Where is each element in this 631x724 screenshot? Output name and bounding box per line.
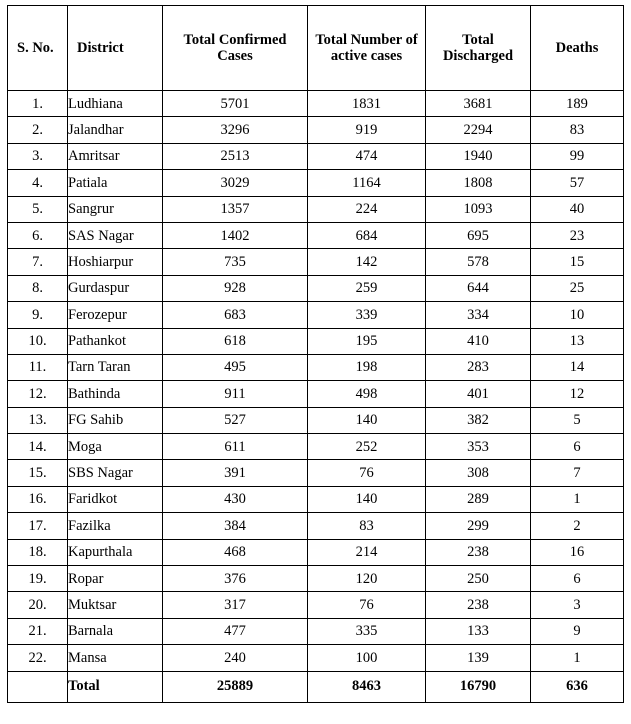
header-label-active-line1: Total Number of: [315, 31, 418, 48]
cell-active-cases: 498: [308, 381, 426, 407]
cell-deaths: 12: [531, 381, 624, 407]
cell-active-cases: 142: [308, 249, 426, 275]
cell-discharged: 1808: [426, 170, 531, 196]
cell-discharged: 644: [426, 275, 531, 301]
cell-deaths: 23: [531, 222, 624, 248]
cell-district: Amritsar: [68, 143, 163, 169]
cell-deaths: 57: [531, 170, 624, 196]
cell-district: Tarn Taran: [68, 354, 163, 380]
cell-total-confirmed: 3029: [163, 170, 308, 196]
cell-serial-number: 4.: [8, 170, 68, 196]
table-row: [8, 407, 624, 433]
cell-discharged: 334: [426, 302, 531, 328]
cell-active-cases: 83: [308, 513, 426, 539]
cell-discharged: 133: [426, 618, 531, 644]
cell-deaths: 13: [531, 328, 624, 354]
cell-discharged: 382: [426, 407, 531, 433]
cell-district: FG Sahib: [68, 407, 163, 433]
cell-district: Pathankot: [68, 328, 163, 354]
column-header-district: [68, 6, 163, 91]
cell-district: Fazilka: [68, 513, 163, 539]
cell-total-confirmed: 5701: [163, 91, 308, 117]
cell-discharged: 353: [426, 434, 531, 460]
cell-deaths: 9: [531, 618, 624, 644]
cell-district: SAS Nagar: [68, 222, 163, 248]
cell-district: Jalandhar: [68, 117, 163, 143]
covid-district-table: [7, 5, 624, 703]
cell-discharged: 289: [426, 486, 531, 512]
table-row: [8, 460, 624, 486]
cell-discharged: 238: [426, 592, 531, 618]
table-row: [8, 117, 624, 143]
cell-deaths: 2: [531, 513, 624, 539]
table-row: [8, 381, 624, 407]
cell-serial-number: 20.: [8, 592, 68, 618]
cell-district: SBS Nagar: [68, 460, 163, 486]
cell-district: Mansa: [68, 645, 163, 671]
column-header-serial-number: [8, 6, 68, 91]
cell-active-cases: 474: [308, 143, 426, 169]
cell-discharged: 3681: [426, 91, 531, 117]
cell-deaths: 14: [531, 354, 624, 380]
cell-total-confirmed: 683: [163, 302, 308, 328]
cell-active-cases: 252: [308, 434, 426, 460]
cell-total-confirmed: 2513: [163, 143, 308, 169]
table-row: [8, 302, 624, 328]
cell-serial-number: 18.: [8, 539, 68, 565]
cell-total-confirmed: 735: [163, 249, 308, 275]
cell-total-confirmed: 25889: [163, 671, 308, 702]
cell-total-deaths: 636: [531, 671, 624, 702]
cell-discharged: 238: [426, 539, 531, 565]
cell-total-confirmed: 1357: [163, 196, 308, 222]
cell-serial-number: 9.: [8, 302, 68, 328]
cell-discharged: 250: [426, 566, 531, 592]
cell-district: Faridkot: [68, 486, 163, 512]
cell-active-cases: 76: [308, 460, 426, 486]
cell-deaths: 40: [531, 196, 624, 222]
cell-total-confirmed: 430: [163, 486, 308, 512]
cell-total-confirmed: 240: [163, 645, 308, 671]
table-row: [8, 618, 624, 644]
table-header: [8, 6, 624, 91]
column-header-total-confirmed-cases: [163, 6, 308, 91]
cell-district: Patiala: [68, 170, 163, 196]
header-label-discharged-line2: Discharged: [442, 48, 514, 64]
cell-deaths: 1: [531, 645, 624, 671]
cell-deaths: 7: [531, 460, 624, 486]
table-row: [8, 170, 624, 196]
cell-district: Hoshiarpur: [68, 249, 163, 275]
cell-district: Barnala: [68, 618, 163, 644]
cell-total-confirmed: 611: [163, 434, 308, 460]
cell-district: Ludhiana: [68, 91, 163, 117]
cell-serial-number: 14.: [8, 434, 68, 460]
cell-discharged: 695: [426, 222, 531, 248]
table-row: [8, 91, 624, 117]
cell-discharged: 308: [426, 460, 531, 486]
cell-discharged: 401: [426, 381, 531, 407]
cell-serial-number: 5.: [8, 196, 68, 222]
table-row: [8, 434, 624, 460]
cell-discharged: 1940: [426, 143, 531, 169]
column-header-total-discharged: [426, 6, 531, 91]
cell-serial-number: 22.: [8, 645, 68, 671]
cell-discharged: 410: [426, 328, 531, 354]
cell-serial-number: 3.: [8, 143, 68, 169]
cell-deaths: 83: [531, 117, 624, 143]
cell-total-confirmed: 384: [163, 513, 308, 539]
cell-active-cases: 1831: [308, 91, 426, 117]
cell-discharged: 578: [426, 249, 531, 275]
table-row: [8, 592, 624, 618]
cell-serial-number: 21.: [8, 618, 68, 644]
cell-discharged: 2294: [426, 117, 531, 143]
table-total-row: [8, 671, 624, 702]
cell-total-confirmed: 317: [163, 592, 308, 618]
cell-serial-number: 12.: [8, 381, 68, 407]
cell-active-cases: 140: [308, 486, 426, 512]
cell-total-confirmed: 477: [163, 618, 308, 644]
table-row: [8, 275, 624, 301]
table-row: [8, 354, 624, 380]
cell-deaths: 1: [531, 486, 624, 512]
cell-total-confirmed: 1402: [163, 222, 308, 248]
cell-active-cases: 140: [308, 407, 426, 433]
cell-serial-number: 2.: [8, 117, 68, 143]
cell-active-cases: 195: [308, 328, 426, 354]
cell-district: Ropar: [68, 566, 163, 592]
cell-deaths: 16: [531, 539, 624, 565]
cell-district: Kapurthala: [68, 539, 163, 565]
cell-serial-number: 13.: [8, 407, 68, 433]
cell-total-confirmed: 618: [163, 328, 308, 354]
cell-deaths: 189: [531, 91, 624, 117]
cell-total-serial-number: [8, 671, 68, 702]
cell-active-cases: 339: [308, 302, 426, 328]
cell-total-confirmed: 376: [163, 566, 308, 592]
header-label-confirmed-line2: Cases: [217, 48, 253, 64]
cell-total-confirmed: 911: [163, 381, 308, 407]
cell-total-confirmed: 468: [163, 539, 308, 565]
table-row: [8, 566, 624, 592]
cell-total-discharged: 16790: [426, 671, 531, 702]
cell-active-cases: 1164: [308, 170, 426, 196]
header-label-confirmed-line1: Total Confirmed: [183, 31, 287, 48]
table-row: [8, 328, 624, 354]
cell-deaths: 6: [531, 566, 624, 592]
cell-total-confirmed: 391: [163, 460, 308, 486]
cell-active-cases: 76: [308, 592, 426, 618]
cell-deaths: 3: [531, 592, 624, 618]
cell-active-cases: 198: [308, 354, 426, 380]
table-row: [8, 196, 624, 222]
cell-active-cases: 214: [308, 539, 426, 565]
header-label-discharged-line1: Total: [462, 31, 494, 48]
cell-discharged: 139: [426, 645, 531, 671]
header-label-sno: S. No.: [17, 39, 54, 56]
table-row: [8, 143, 624, 169]
cell-total-confirmed: 928: [163, 275, 308, 301]
header-row: [8, 6, 624, 91]
cell-deaths: 10: [531, 302, 624, 328]
cell-deaths: 25: [531, 275, 624, 301]
cell-serial-number: 15.: [8, 460, 68, 486]
cell-serial-number: 6.: [8, 222, 68, 248]
cell-deaths: 99: [531, 143, 624, 169]
cell-active-cases: 224: [308, 196, 426, 222]
cell-deaths: 6: [531, 434, 624, 460]
cell-active-cases: 335: [308, 618, 426, 644]
table-row: [8, 645, 624, 671]
cell-active-cases: 684: [308, 222, 426, 248]
cell-serial-number: 11.: [8, 354, 68, 380]
cell-total-confirmed: 527: [163, 407, 308, 433]
table-body: [8, 91, 624, 703]
cell-district: Moga: [68, 434, 163, 460]
cell-serial-number: 16.: [8, 486, 68, 512]
cell-serial-number: 7.: [8, 249, 68, 275]
cell-serial-number: 17.: [8, 513, 68, 539]
table-row: [8, 486, 624, 512]
cell-district: Muktsar: [68, 592, 163, 618]
table-row: [8, 539, 624, 565]
cell-district: Gurdaspur: [68, 275, 163, 301]
table-row: [8, 222, 624, 248]
cell-total-active-cases: 8463: [308, 671, 426, 702]
cell-active-cases: 919: [308, 117, 426, 143]
cell-serial-number: 10.: [8, 328, 68, 354]
cell-active-cases: 259: [308, 275, 426, 301]
cell-serial-number: 19.: [8, 566, 68, 592]
cell-discharged: 283: [426, 354, 531, 380]
cell-discharged: 299: [426, 513, 531, 539]
cell-discharged: 1093: [426, 196, 531, 222]
cell-active-cases: 120: [308, 566, 426, 592]
cell-serial-number: 8.: [8, 275, 68, 301]
cell-deaths: 15: [531, 249, 624, 275]
header-label-district: District: [77, 39, 124, 56]
cell-serial-number: 1.: [8, 91, 68, 117]
header-label-active-line2: active cases: [330, 48, 403, 64]
table-row: [8, 513, 624, 539]
table-row: [8, 249, 624, 275]
cell-total-label: Total: [68, 671, 163, 702]
cell-district: Sangrur: [68, 196, 163, 222]
header-label-deaths: Deaths: [555, 39, 599, 56]
column-header-deaths: [531, 6, 624, 91]
cell-total-confirmed: 495: [163, 354, 308, 380]
cell-active-cases: 100: [308, 645, 426, 671]
cell-deaths: 5: [531, 407, 624, 433]
cell-total-confirmed: 3296: [163, 117, 308, 143]
table-container: [7, 5, 623, 703]
column-header-total-active-cases: [308, 6, 426, 91]
cell-district: Ferozepur: [68, 302, 163, 328]
cell-district: Bathinda: [68, 381, 163, 407]
